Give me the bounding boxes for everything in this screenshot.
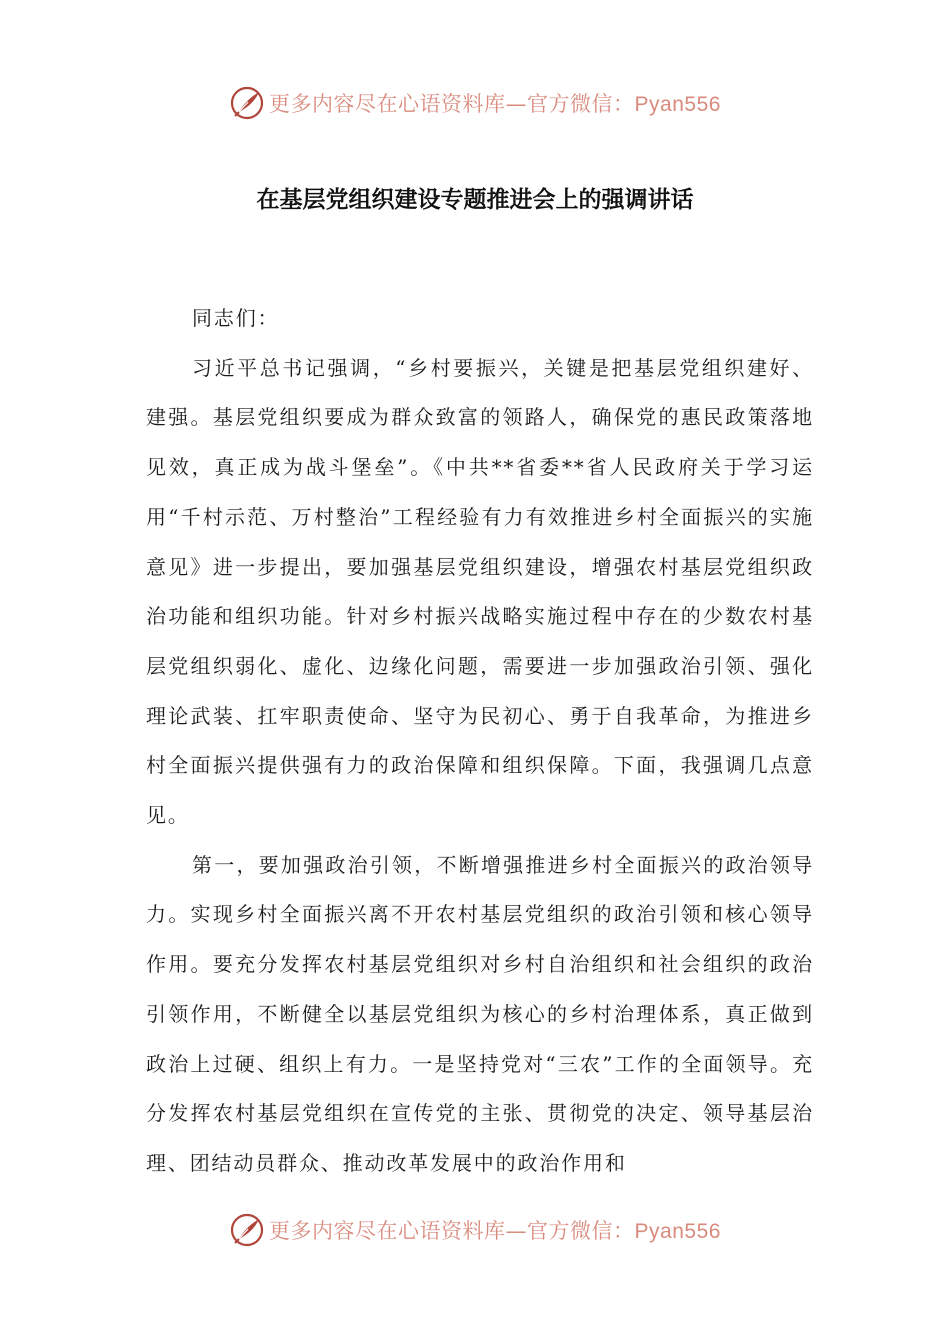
quill-pen-icon — [229, 1212, 265, 1248]
salutation: 同志们： — [192, 306, 280, 330]
paragraph-1: 习近平总书记强调，“乡村要振兴，关键是把基层党组织建好、建强。基层党组织要成为群众致富的领路人，确保党的惠民政策落地见效，真正成为战斗堡垒”。《中共**省委**省人民政府关于学习运用“千村示范、万村整治”工程经验有力有效推进乡村全面振兴的实施意见》进一步提出，要加强基层党组织建设，增强农村基层党组织政治功能和组织功能。针对乡村振兴战略实施过程中存在的少数农村基层党组织弱化、虚化、边缘化问题，需要进一步加强政治引领、强化理论武装、扛牢职责使命、坚守为民初心、勇于自我革命，为推进乡村全面振兴提供强有力的政治保障和组织保障。下面，我强调几点意见。 — [146, 355, 814, 828]
wechat-id: Pyan556 — [634, 93, 721, 116]
quill-pen-icon — [229, 85, 265, 121]
wechat-id: Pyan556 — [634, 1220, 721, 1243]
footer-banner — [0, 1207, 950, 1253]
paragraph-2: 第一，要加强政治引领，不断增强推进乡村全面振兴的政治领导力。实现乡村全面振兴离不开农村基层党组织的政治引领和核心领导作用。要充分发挥农村基层党组织对乡村自治组织和社会组织的政治引领作用，不断健全以基层党组织为核心的乡村治理体系，真正做到政治上过硬、组织上有力。一是坚持党对“三农”工作的全面领导。充分发挥农村基层党组织在宣传党的主张、贯彻党的决定、领导基层治理、团结动员群众、推动改革发展中的政治作用和 — [146, 852, 814, 1175]
document-title: 在基层党组织建设专题推进会上的强调讲话 — [256, 187, 694, 213]
banner-text: 更多内容尽在心语资料库—官方微信：Pyan556 — [269, 92, 721, 116]
document-body — [146, 294, 814, 1189]
header-banner — [0, 80, 950, 126]
banner-text: 更多内容尽在心语资料库—官方微信：Pyan556 — [269, 1219, 721, 1243]
